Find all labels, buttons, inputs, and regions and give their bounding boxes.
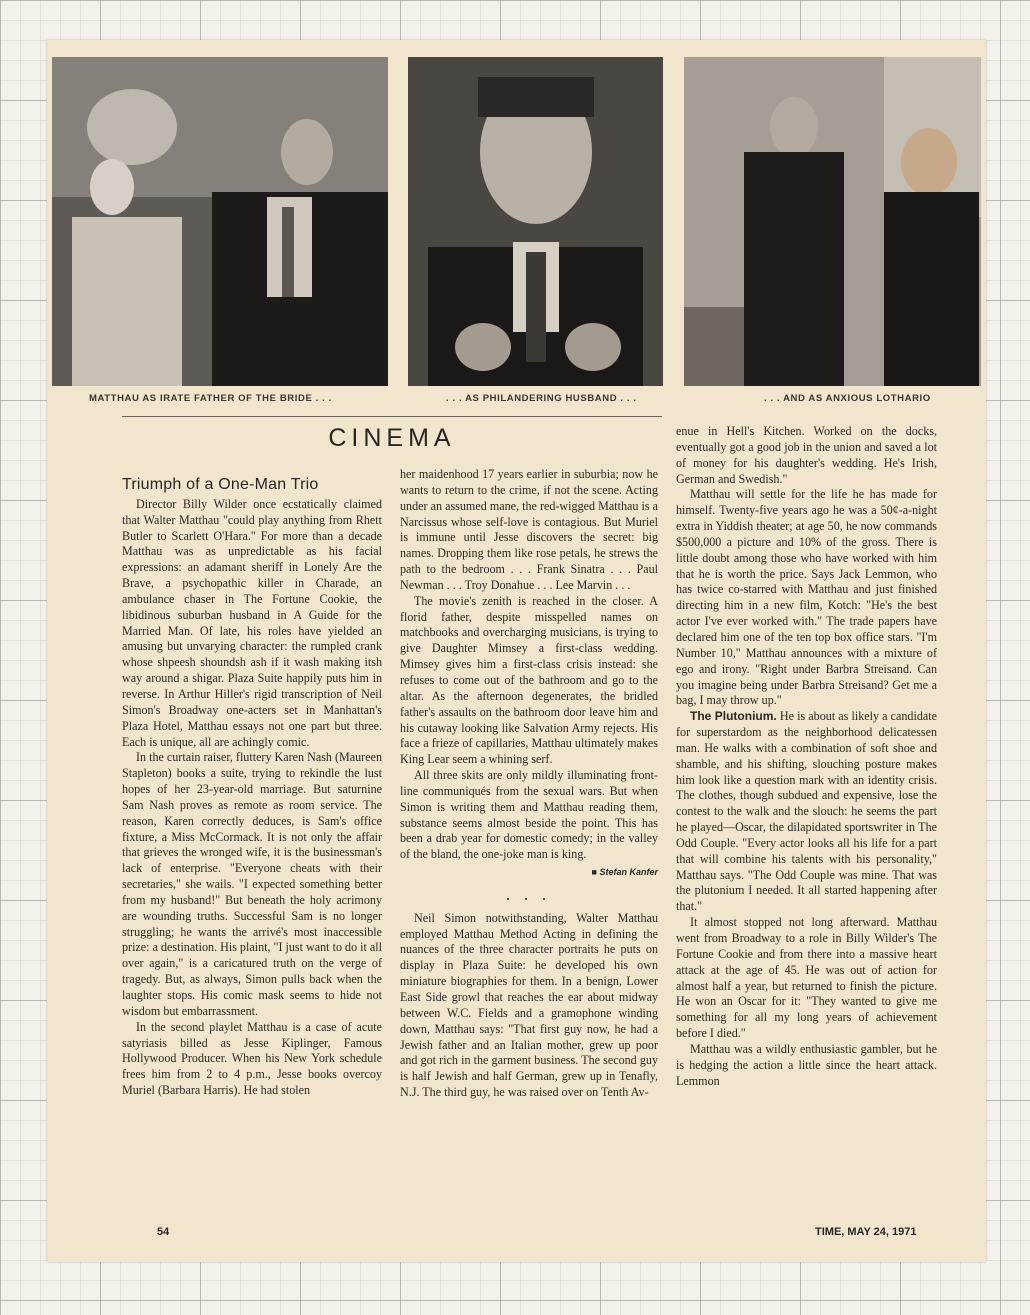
section-rule [122,416,662,417]
photo-anxious-lothario [684,57,981,386]
paragraph: In the curtain raiser, fluttery Karen Nash (Maureen Stapleton) books a suite, trying to rekindle the lust hopes of her 23-year-old marriage. But saturnine Sam Nash proves as remote as room service. The reason, Karen correctly deduces, is Sam's office fixture, a Miss McCormack. It is not only the affair that grieves the wronged wife, it is the businessman's lack of enterprise. "Everyone cheats with their secretaries," she wails. "I expected something better from my husband!" But beneath the holy acrimony are wounding truths. Successful Sam is no longer struggling; he wants the arrivé's most inaccessible prize: a destination. His plaint, "I just want to do it all over again," is a caricatured truth on the verge of tragedy. But, as always, Simon pulls back when the laughter stops. His comic mask seems to hide not wisdom but embarrassment. [122,750,382,1018]
caption-left: MATTHAU AS IRATE FATHER OF THE BRIDE . . . [89,393,332,404]
section-title: CINEMA [328,424,456,452]
paragraph: Neil Simon notwithstanding, Walter Matthau employed Matthau Method Acting in defining the nuances of the three character portraits he puts on display in Plaza Suite: he developed his own miniature biographies for them. In a benign, Lower East Side growl that reaches the ear about midway between W.C. Fields and a gramophone winding down, Matthau says: "That first guy now, he had a Jewish father and an Italian mother, grew up poor and got rich in the garment business. The second guy is half Jewish and half German, grew up in Tenafly, N.J. The third guy, he was raised over on Tenth Av- [400,910,658,1100]
paragraph: All three skits are only mildly illuminating front-line communiqués from the sexual wars. But when Simon is writing them and Matthau reading them, substance seems almost beside the point. This has been a drab year for domestic comedy; in the valley of the bland, the one-joke man is king. [400,768,658,862]
paragraph: The movie's zenith is reached in the closer. A florid father, despite misspelled names on matchbooks and overcharging musicians, is trying to give Daughter Mimsey a first-class wedding. Mimsey gives him a first-class crisis instead: she refuses to come out of the bathroom and go to the altar. As the afternoon degenerates, the bridled father's assaults on the bathroom door leave him and his cutaway looking like Salvation Army rejects. His face a frieze of capillaries, Matthau ultimately makes King Lear seem a whining serf. [400,593,658,767]
photo-irate-father [52,57,388,386]
paragraph [676,709,937,915]
paragraph-text: He is about as likely a candidate for superstardom as the neighborhood delicatessen man. He walks with a combination of soft shoe and shamble, and his shifting, slouching posture makes him look like a question mark with an identity crisis. The clothes, though subdued and expensive, lose the contest to the walk and the slouch: he seems the part he played—Oscar, the dilapidated sportswriter in The Odd Couple. "Every actor looks all his life for a part that will combine his talents with his personality," Matthau says. "The Odd Couple was mine. That was the plutonium I needed. It all started happening after that." [676,709,937,914]
paragraph: her maidenhood 17 years earlier in suburbia; now he wants to return to the crime, if not the scene. Acting under an assumed mane, the red-wigged Matthau is a Narcissus whose self-love is contagious. But Muriel is immune until Jesse discovers the secret: big names. Dropping them like rose petals, he strews the path to the bedroom . . . Frank Sinatra . . . Paul Newman . . . Troy Donahue . . . Lee Marvin . . . [400,467,658,592]
photo-philandering-husband [408,57,663,386]
paragraph: It almost stopped not long afterward. Matthau went from Broadway to a role in Billy Wilder's The Fortune Cookie and from there into a massive heart attack at the age of 45. He was out of action for almost half a year, but returned to finish the picture. He won an Oscar for it: "They wanted to give me something for all my long years of achievement before I died." [676,915,937,1041]
paragraph: Matthau was a wildly enthusiastic gambler, but he is hedging the action a little since the heart attack. Lemmon [676,1041,937,1088]
paragraph: Matthau will settle for the life he has made for himself. Twenty-five years ago he was a 50¢-a-night extra in Yiddish theater; at age 50, he now commands $500,000 a picture and 10% of the gross. There is little doubt among those who have worked with him that he is worth the price. Says Jack Lemmon, who has twice co-starred with Matthau and just finished directing him in a new film, Kotch: "He's the best actor I've ever worked with." The trade papers have declared him one of the ten top box office stars. "I'm Number 10," Matthau announces with a mixture of ego and irony. "Right under Barbra Streisand. Can you imagine being under Barbra Streisand? Get me a bag, I may throw up." [676,487,937,708]
paragraph: Director Billy Wilder once ecstatically claimed that Walter Matthau "could play anything from Rhett Butler to Scarlett O'Hara." For more than a decade Matthau was as unpredictable as his facial expressions: an adamant sheriff in Lonely Are the Brave, a psychopathic killer in Charade, an ambulance chaser in The Fortune Cookie, the libidinous suburban husband in A Guide for the Married Man. Of late, his roles have yielded an amusing but unvarying character: the rumpled crank whose shpeesh shoundsh ash if it wash making itsh way around a shigar. Plaza Suite happily puts him in reverse. In Arthur Hiller's rigid transcription of Neil Simon's Broadway one-acters set in Manhattan's Plaza Hotel, Matthau essays not one part but three. Each is unique, all are achingly comic. [122,496,382,749]
article-headline: Triumph of a One-Man Trio [122,476,319,493]
caption-right: . . . AND AS ANXIOUS LOTHARIO [764,393,931,404]
issue-date: TIME, MAY 24, 1971 [815,1226,917,1238]
subhead: The Plutonium. [690,709,777,724]
byline: ■ Stefan Kanfer [591,867,658,878]
article-column-2 [400,467,658,1101]
page-number: 54 [157,1226,170,1238]
article-column-3 [676,424,937,1089]
article-column-1 [122,477,382,1099]
paragraph: In the second playlet Matthau is a case of acute satyriasis billed as Jesse Kiplinger, Famous Hollywood Producer. When his New York schedule frees him from 2 to 4 p.m., Jesse books overcoy Muriel (Barbara Harris). He had stolen [122,1019,382,1098]
caption-middle: . . . AS PHILANDERING HUSBAND . . . [446,393,637,404]
section-break: . . . [506,888,552,903]
paragraph: enue in Hell's Kitchen. Worked on the docks, eventually got a good job in the union and saved a lot of money for his daughter's wedding. He's Irish, German and Swedish." [676,424,937,486]
magazine-page [47,40,986,1262]
